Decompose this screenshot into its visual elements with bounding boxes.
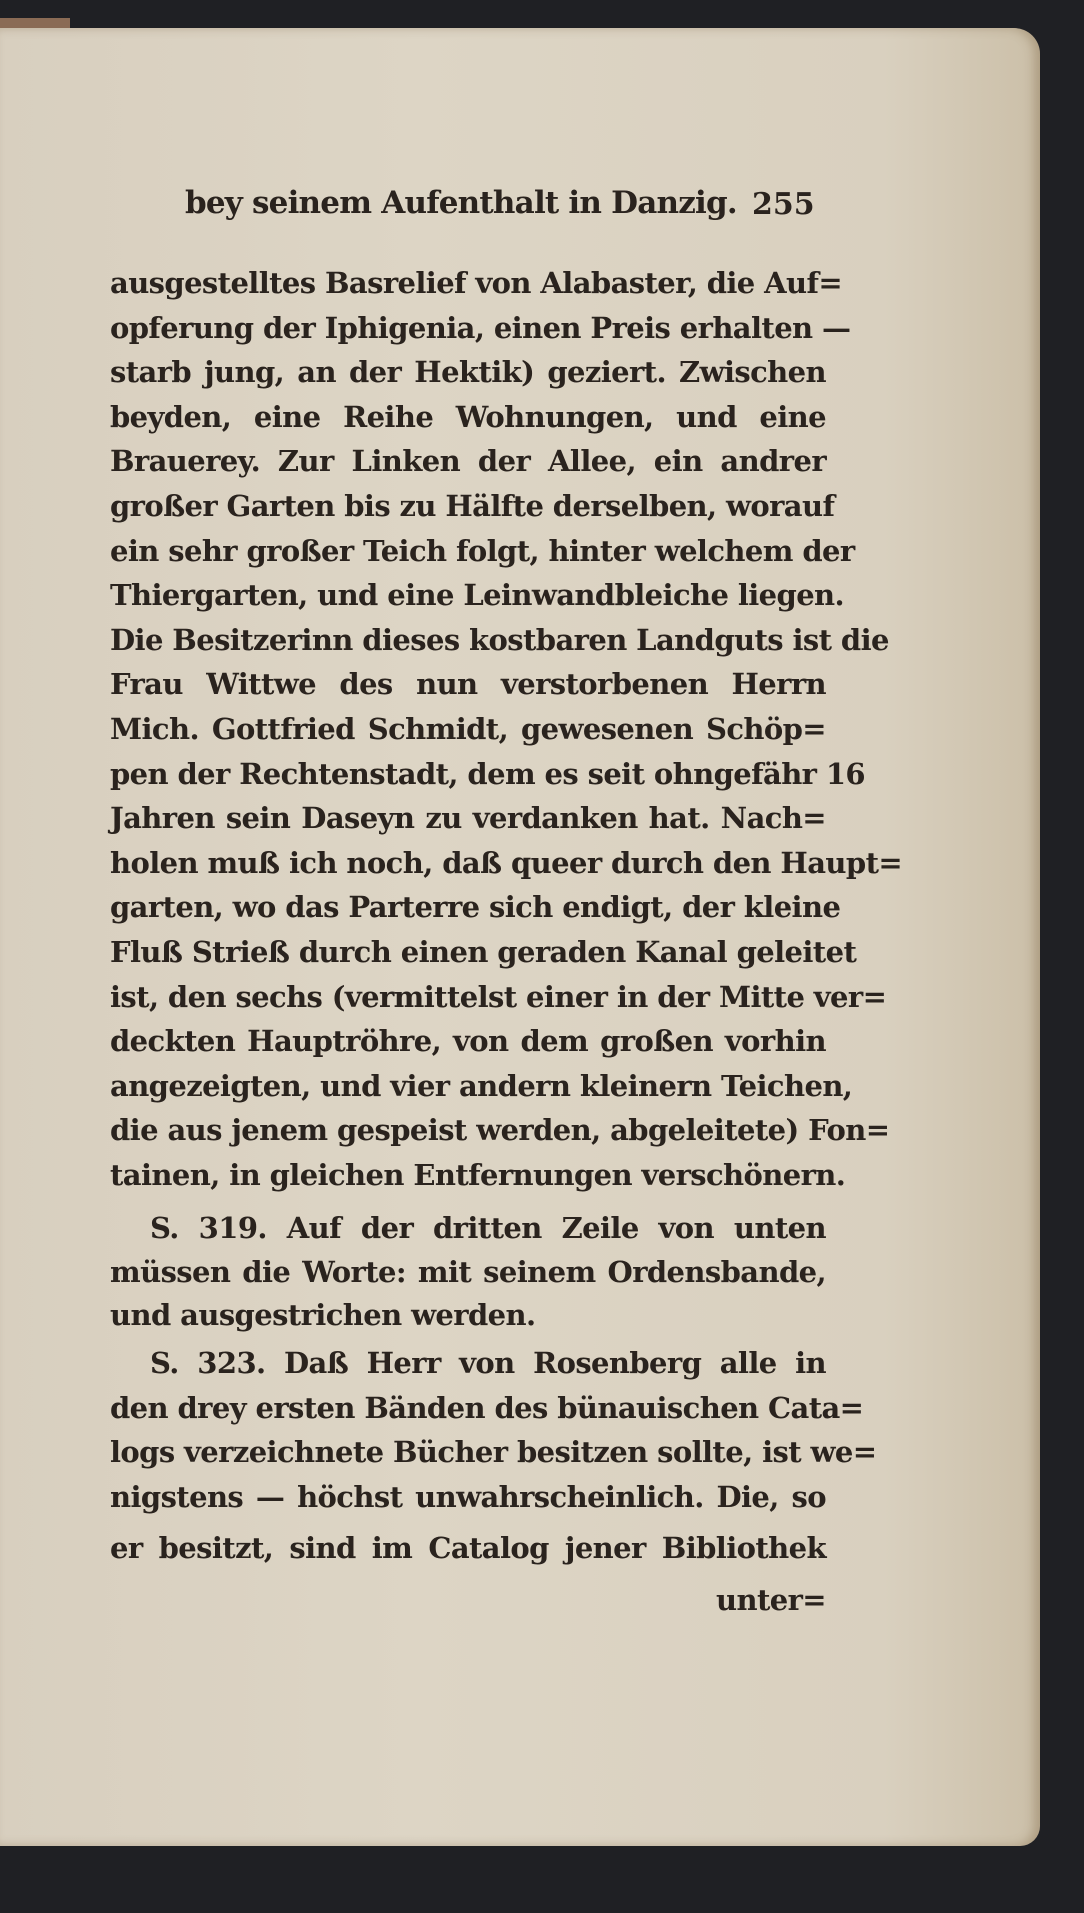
text-line: Fluß Strieß durch einen geraden Kanal geleitet: [110, 935, 857, 969]
text-line: opferung der Iphigenia, einen Preis erhalten —: [110, 310, 851, 345]
page-number: 255: [752, 187, 815, 222]
text-line: die aus jenem gespeist werden, abgeleitete) Fon=: [110, 1113, 890, 1148]
text-line: Die Besitzerinn dieses kostbaren Landguts ist die: [110, 622, 889, 657]
text-line: Mich. Gottfried Schmidt, gewesenen Schöp=: [110, 712, 826, 746]
text-line: S. 319. Auf der dritten Zeile von unten: [150, 1211, 826, 1245]
text-line: und ausgestrichen werden.: [110, 1298, 536, 1332]
text-line: S. 323. Daß Herr von Rosenberg alle in: [150, 1346, 826, 1380]
text-line: beyden, eine Reihe Wohnungen, und eine: [110, 399, 826, 434]
text-line: deckten Hauptröhre, von dem großen vorhin: [110, 1024, 826, 1059]
text-line: Thiergarten, und eine Leinwandbleiche liegen.: [110, 578, 845, 613]
text-line: Brauerey. Zur Linken der Allee, ein andrer: [110, 444, 826, 479]
text-line: ausgestelltes Basrelief von Alabaster, die Auf=: [110, 266, 843, 300]
text-line: starb jung, an der Hektik) geziert. Zwischen: [110, 355, 826, 390]
text-line: er besitzt, sind im Catalog jener Bibliothek: [110, 1531, 826, 1565]
text-line: holen muß ich noch, daß queer durch den Haupt=: [110, 845, 903, 880]
text-line: pen der Rechtenstadt, dem es seit ohngefähr 16: [110, 756, 866, 791]
text-line: ist, den sechs (vermittelst einer in der Mitte ver=: [110, 979, 887, 1014]
text-line: ein sehr großer Teich folgt, hinter welchem der: [110, 533, 855, 568]
text-line: großer Garten bis zu Hälfte derselben, worauf: [110, 489, 835, 523]
text-line: unter=: [716, 1583, 826, 1617]
text-line: logs verzeichnete Bücher besitzen sollte, ist we=: [110, 1435, 877, 1469]
text-line: den drey ersten Bänden des bünauischen Cata=: [110, 1391, 864, 1425]
text-line: angezeigten, und vier andern kleinern Teichen,: [110, 1068, 853, 1103]
running-title: bey seinem Aufenthalt in Danzig.: [185, 185, 737, 221]
text-line: Frau Wittwe des nun verstorbenen Herrn: [110, 667, 826, 702]
text-line: garten, wo das Parterre sich endigt, der kleine: [110, 890, 841, 925]
text-line: nigstens — höchst unwahrscheinlich. Die, so: [110, 1480, 826, 1514]
text-line: müssen die Worte: mit seinem Ordensbande,: [110, 1255, 826, 1289]
text-line: tainen, in gleichen Entfernungen verschönern.: [110, 1158, 846, 1192]
text-line: Jahren sein Daseyn zu verdanken hat. Nach=: [110, 801, 826, 836]
